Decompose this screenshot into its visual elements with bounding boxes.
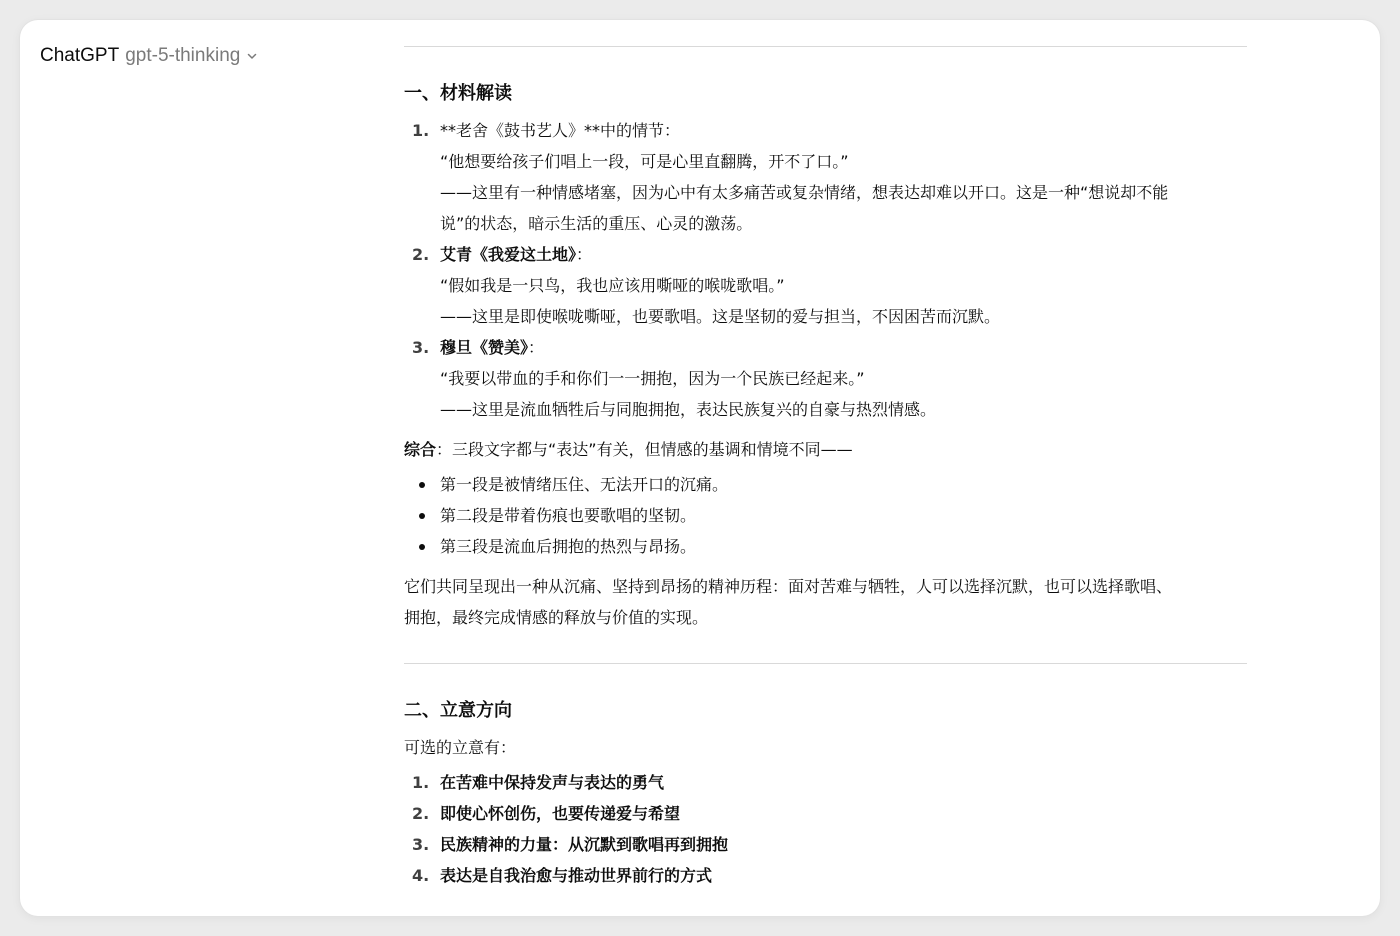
model-selector[interactable] [40,44,258,68]
list-number: 2. [412,804,430,823]
item-comment: ——这里有一种情感堵塞，因为心中有太多痛苦或复杂情绪，想表达却难以开口。这是一种“想说却不能 [440,183,1169,202]
item-quote: “假如我是一只鸟，我也应该用嘶哑的喉咙歌唱。” [440,276,785,295]
item-head-suffix: ： [576,245,593,264]
list-item [404,860,1248,891]
theme-text: 在苦难中保持发声与表达的勇气 [440,773,665,792]
chat-window [20,20,1380,916]
list-item [404,115,1248,239]
divider-middle [404,663,1247,664]
bullet-item [404,500,1248,531]
section-heading-2: 二、立意方向 [404,700,512,721]
bullet-dot [419,482,425,488]
bullet-item [404,531,1248,562]
intro-paragraph: 可选的立意有： [404,738,517,757]
item-quote: “我要以带血的手和你们一一拥抱，因为一个民族已经起来。” [440,369,865,388]
assistant-message [404,20,1248,891]
item-head: **老舍《鼓书艺人》**中的情节： [440,121,681,140]
bullet-item [404,469,1248,500]
material-list [404,115,1248,425]
theme-text: 表达是自我治愈与推动世界前行的方式 [440,866,713,885]
list-number: 2. [412,245,430,264]
bullet-dot [419,513,425,519]
summary-bullets [404,469,1248,562]
item-comment-cont: 说”的状态，暗示生活的重压、心灵的激荡。 [440,214,753,233]
item-comment: ——这里是流血牺牲后与同胞拥抱，表达民族复兴的自豪与热烈情感。 [440,400,937,419]
conclusion-line: 它们共同呈现出一种从沉痛、坚持到昂扬的精神历程：面对苦难与牺牲，人可以选择沉默，也可以选择歌唱、 [404,577,1173,596]
list-number: 4. [412,866,430,885]
theme-text: 即使心怀创伤，也要传递爱与希望 [440,804,681,823]
item-head-suffix: ： [528,338,545,357]
chevron-down-icon [246,50,258,62]
divider-top [404,46,1247,47]
summary-label: 综合 [404,440,437,459]
section-heading-1: 一、材料解读 [404,83,512,104]
list-number: 3. [412,835,430,854]
summary-text: ：三段文字都与“表达”有关，但情感的基调和情境不同—— [436,440,853,459]
bullet-dot [419,544,425,550]
summary-paragraph [404,434,1248,465]
conclusion-line: 拥抱，最终完成情感的释放与价值的实现。 [404,608,709,627]
item-quote: “他想要给孩子们唱上一段，可是心里直翻腾，开不了口。” [440,152,849,171]
bullet-text: 第三段是流血后拥抱的热烈与昂扬。 [440,537,697,556]
bullet-text: 第一段是被情绪压住、无法开口的沉痛。 [440,475,729,494]
list-number: 1. [412,121,430,140]
list-item [404,798,1248,829]
theme-list [404,767,1248,891]
list-number: 1. [412,773,430,792]
bullet-text: 第二段是带着伤痕也要歌唱的坚韧。 [440,506,697,525]
list-item [404,332,1248,425]
conclusion-paragraph [404,571,1248,633]
item-comment: ——这里是即使喉咙嘶哑，也要歌唱。这是坚韧的爱与担当，不因困苦而沉默。 [440,307,1001,326]
list-item [404,239,1248,332]
item-head: 穆旦《赞美》 [440,338,529,357]
theme-text: 民族精神的力量：从沉默到歌唱再到拥抱 [440,835,729,854]
list-number: 3. [412,338,430,357]
list-item [404,767,1248,798]
item-head: 艾青《我爱这土地》 [440,245,577,264]
brand-label: ChatGPT [40,45,120,66]
list-item [404,829,1248,860]
model-name: gpt-5-thinking [125,45,241,66]
